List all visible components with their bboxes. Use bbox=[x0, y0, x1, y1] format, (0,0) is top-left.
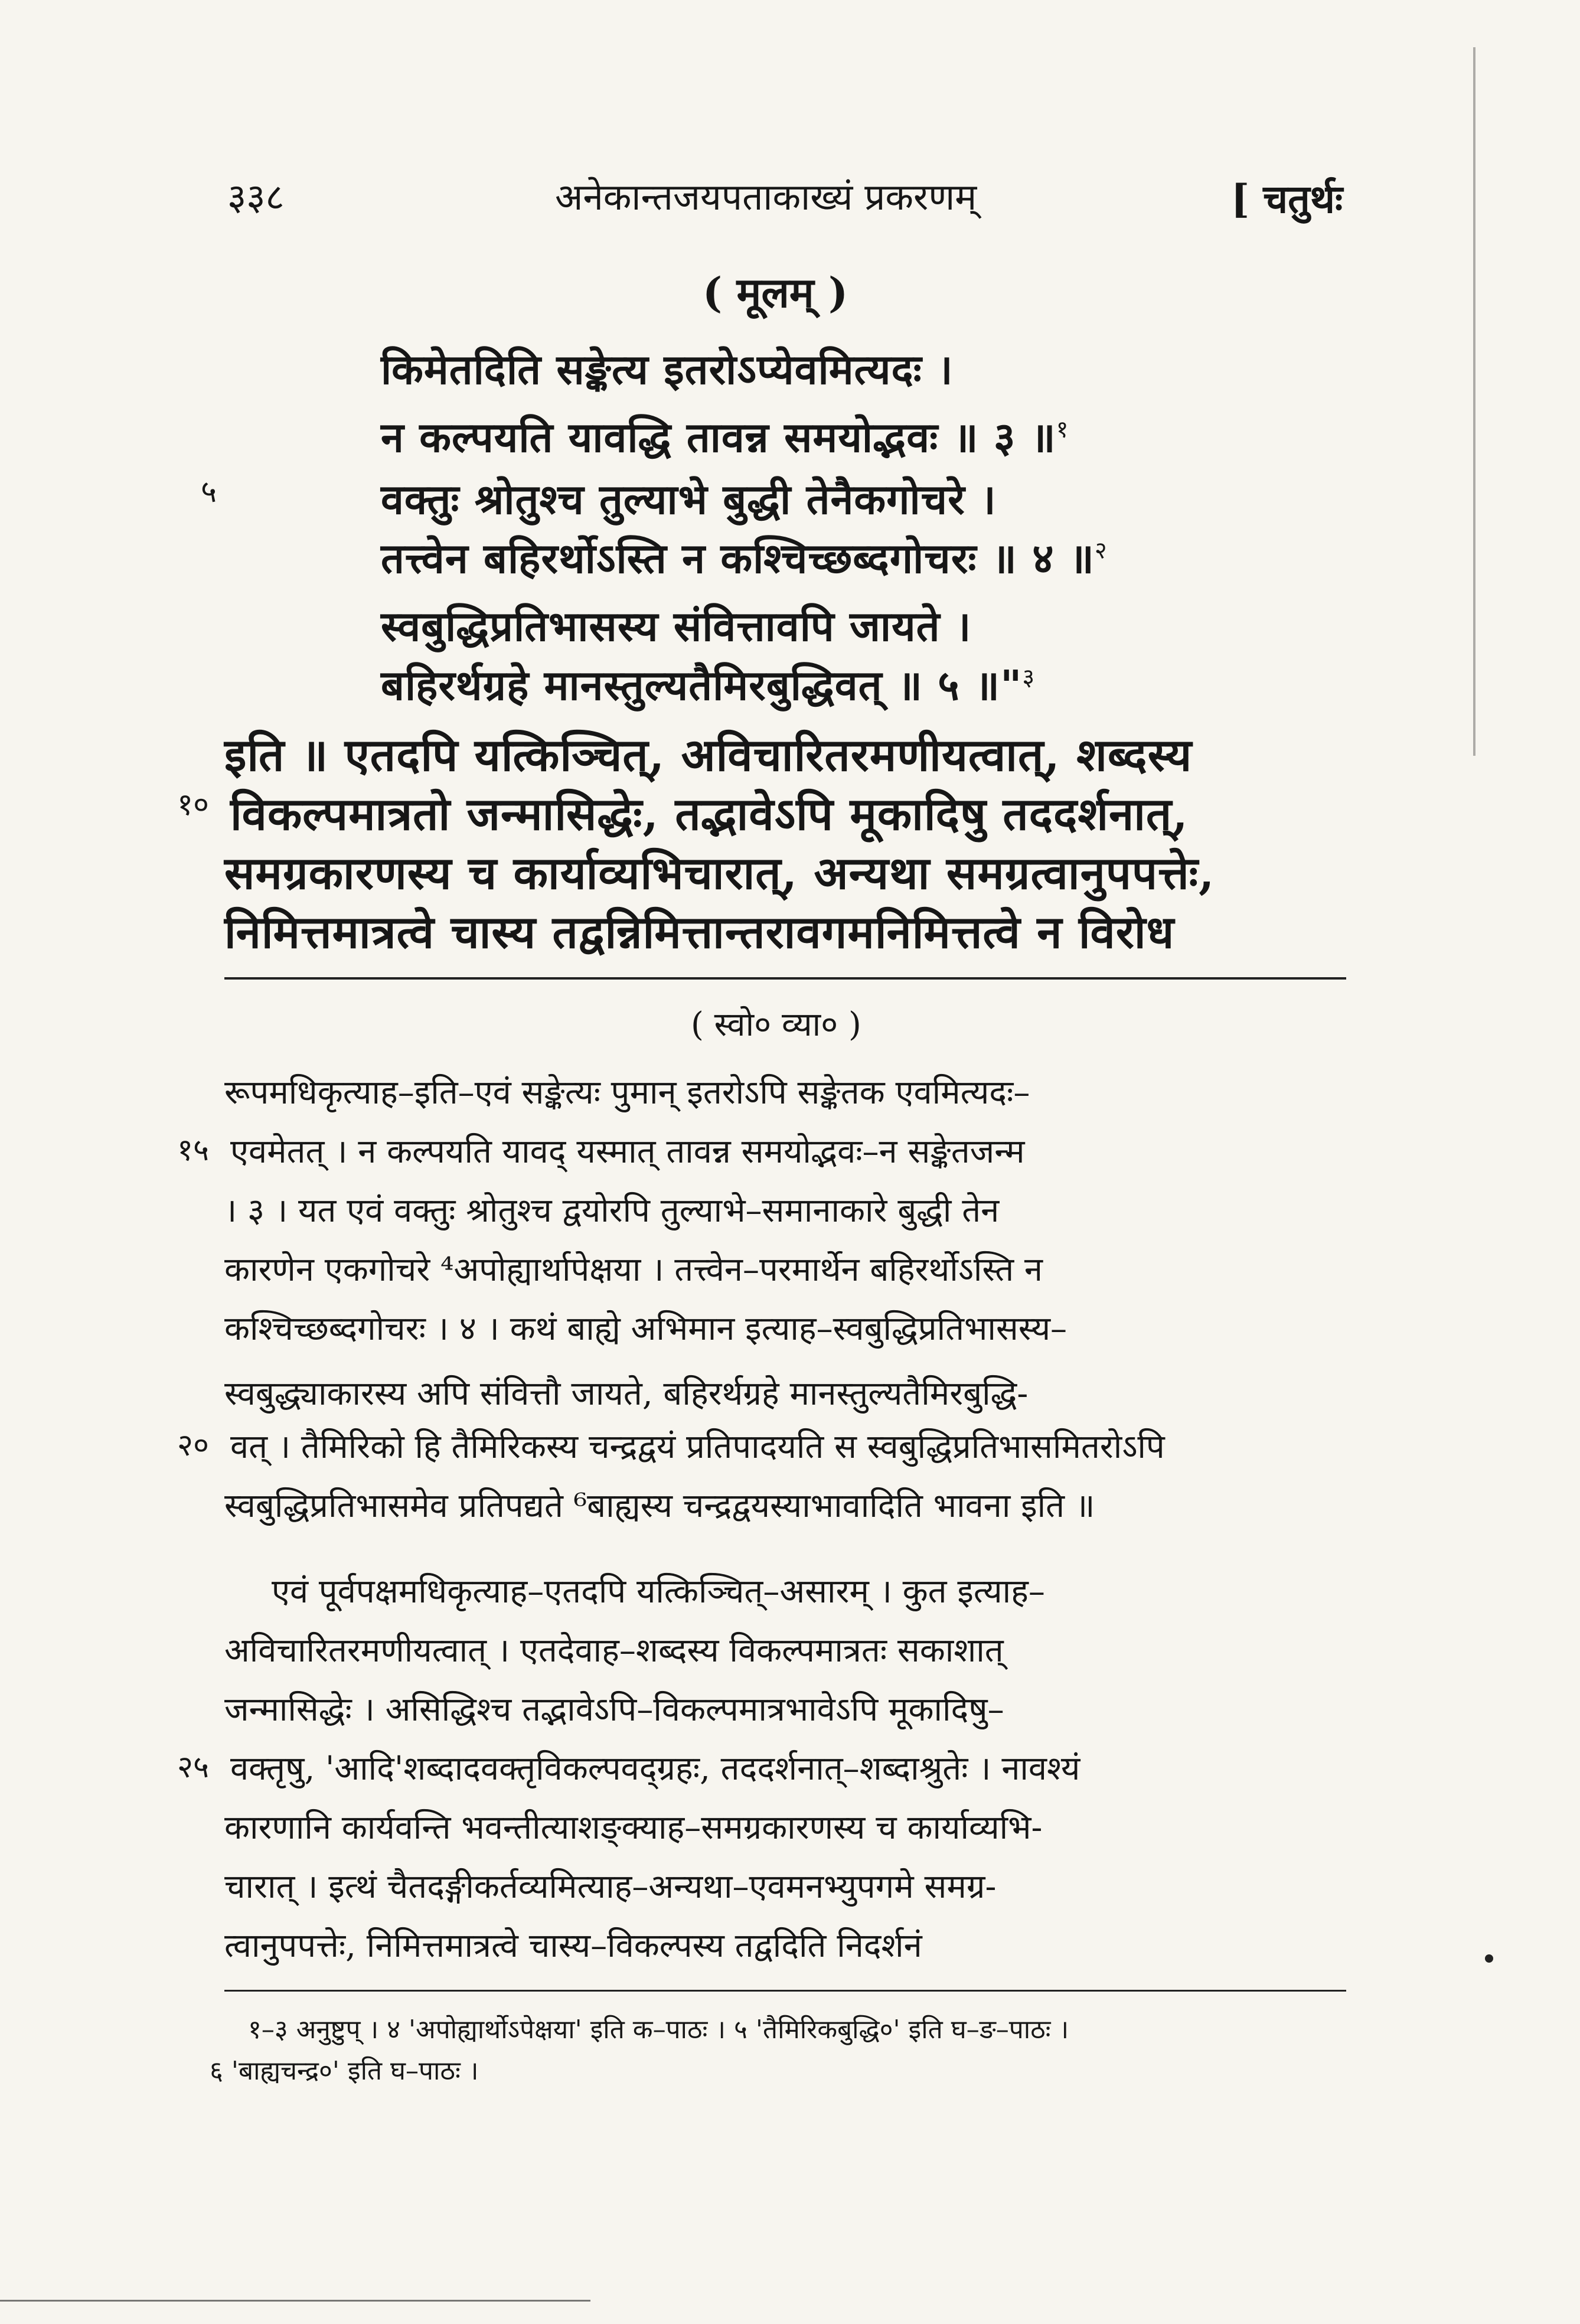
verse-line: न कल्पयति यावद्धि तावन्न समयोद्भवः ॥ ३ ॥$^१$ bbox=[381, 413, 1069, 462]
verse-line: स्वबुद्धिप्रतिभासस्य संवित्तावपि जायते । bbox=[381, 602, 972, 651]
main-text-line: समग्रकारणस्य च कार्याव्यभिचारात्, अन्यथा समग्रत्वानुपपत्तेः, bbox=[224, 847, 1215, 899]
verse-line: बहिरर्थग्रहे मानस्तुल्यतैमिरबुद्धिवत् ॥ ५ ॥"$^३$ bbox=[381, 661, 1036, 710]
commentary-line: । ३ । यत एवं वक्तुः श्रोतुश्च द्वयोरपि तुल्याभे–समानाकारे बुद्धी तेन bbox=[224, 1192, 1000, 1230]
commentary-line: वत् । तैमिरिको हि तैमिरिकस्य चन्द्रद्वयं प्रतिपादयति स स्वबुद्धिप्रतिभासमितरोऽपि bbox=[230, 1428, 1165, 1466]
scan-edge-mark bbox=[1473, 47, 1475, 756]
line-number: १५ bbox=[177, 1132, 210, 1168]
footnote-marker: २ bbox=[1094, 537, 1108, 564]
scan-bottom-line bbox=[0, 2300, 590, 2302]
page-number: ३३८ bbox=[227, 175, 285, 218]
commentary-line: एवं पूर्वपक्षमधिकृत्याह–एतदपि यत्किञ्चित्–असारम् । कुत इत्याह– bbox=[272, 1572, 1045, 1611]
main-text-line: इति ॥ एतदपि यत्किञ्चित्, अविचारितरमणीयत्वात्, शब्दस्य bbox=[224, 729, 1193, 781]
scan-speck bbox=[1485, 1954, 1493, 1963]
footnote-line: ६ 'बाह्यचन्द्र०' इति घ–पाठः । bbox=[210, 2056, 479, 2086]
main-text-line: विकल्पमात्रतो जन्मासिद्धेः, तद्भावेऽपि मूकादिषु तददर्शनात्, bbox=[230, 788, 1189, 840]
line-number: २५ bbox=[177, 1749, 210, 1785]
line-number: २० bbox=[177, 1428, 210, 1463]
commentary-line: वक्तृषु, 'आदि'शब्दादवक्तृविकल्पवद्ग्रहः, तददर्शनात्–शब्दाश्रुतेः । नावश्यं bbox=[230, 1749, 1080, 1788]
footnote-line: १–३ अनुष्टुप् । ४ 'अपोह्यार्थोऽपेक्षया' इति क–पाठः । ५ 'तैमिरिकबुद्धि०' इति घ–ङ–पाठः । bbox=[248, 2015, 1069, 2045]
commentary-line: अविचारितरमणीयत्वात् । एतदेवाह–शब्दस्य विकल्पमात्रतः सकाशात् bbox=[224, 1631, 1004, 1670]
commentary-line: रूपमधिकृत्याह–इति–एवं सङ्केत्यः पुमान् इतरोऽपि सङ्केतक एवमित्यदः– bbox=[224, 1073, 1030, 1112]
line-number: ५ bbox=[201, 474, 217, 510]
commentary-line: स्वबुद्धिप्रतिभासमेव प्रतिपद्यते ⁶बाह्यस्य चन्द्रद्वयस्याभावादिति भावना इति ॥ bbox=[224, 1487, 1095, 1525]
mulam-heading: ( मूलम् ) bbox=[703, 268, 848, 317]
footnote-marker: १ bbox=[1056, 416, 1069, 443]
verse-line: तत्त्वेन बहिरर्थोऽस्ति न कश्चिच्छब्दगोचरः ॥ ४ ॥$^२$ bbox=[381, 534, 1108, 583]
commentary-line: त्वानुपपत्तेः, निमित्तमात्रत्वे चास्य–विकल्पस्य तद्वदिति निदर्शनं bbox=[224, 1927, 922, 1965]
commentary-line: स्वबुद्ध्याकारस्य अपि संवित्तौ जायते, बहिरर्थग्रहे मानस्तुल्यतैमिरबुद्धि- bbox=[224, 1375, 1029, 1413]
commentary-line: एवमेतत् । न कल्पयति यावद् यस्मात् तावन्न समयोद्भवः–न सङ्केतजन्म bbox=[230, 1132, 1025, 1171]
commentary-line: कारणानि कार्यवन्ति भवन्तीत्याशङ्क्याह–समग्रकारणस्य च कार्याव्यभि- bbox=[224, 1809, 1043, 1847]
vyakhya-heading: ( स्वो० व्या० ) bbox=[691, 1006, 861, 1044]
line-number: १० bbox=[177, 787, 210, 822]
commentary-line: चारात् । इत्थं चैतदङ्गीकर्तव्यमित्याह–अन्यथा–एवमनभ्युपगमे समग्र- bbox=[224, 1868, 997, 1906]
commentary-line: कश्चिच्छब्दगोचरः । ४ । कथं बाह्ये अभिमान इत्याह–स्वबुद्धिप्रतिभासस्य– bbox=[224, 1310, 1068, 1348]
running-title: अनेकान्तजयपताकाख्यं प्रकरणम् bbox=[555, 175, 977, 218]
section-divider bbox=[224, 977, 1346, 980]
verse-line: किमेतदिति सङ्केत्य इतरोऽप्येवमित्यदः । bbox=[381, 345, 954, 394]
section-label: [ चतुर्थः bbox=[1231, 176, 1343, 222]
verse-line: वक्तुः श्रोतुश्च तुल्याभे बुद्धी तेनैकगोचरे । bbox=[381, 475, 997, 524]
main-text-line: निमित्तमात्रत्वे चास्य तद्वन्निमित्तान्तरावगमनिमित्तत्वे न विरोध bbox=[224, 906, 1175, 958]
commentary-line: जन्मासिद्धेः । असिद्धिश्च तद्भावेऽपि–विकल्पमात्रभावेऽपि मूकादिषु– bbox=[224, 1690, 1004, 1729]
commentary-line: कारणेन एकगोचरे ⁴अपोह्यार्थापेक्षया । तत्त्वेन–परमार्थेन बहिरर्थोऽस्ति न bbox=[224, 1251, 1043, 1289]
footnote-marker: ३ bbox=[1022, 664, 1036, 691]
footnote-divider bbox=[224, 1990, 1346, 1992]
